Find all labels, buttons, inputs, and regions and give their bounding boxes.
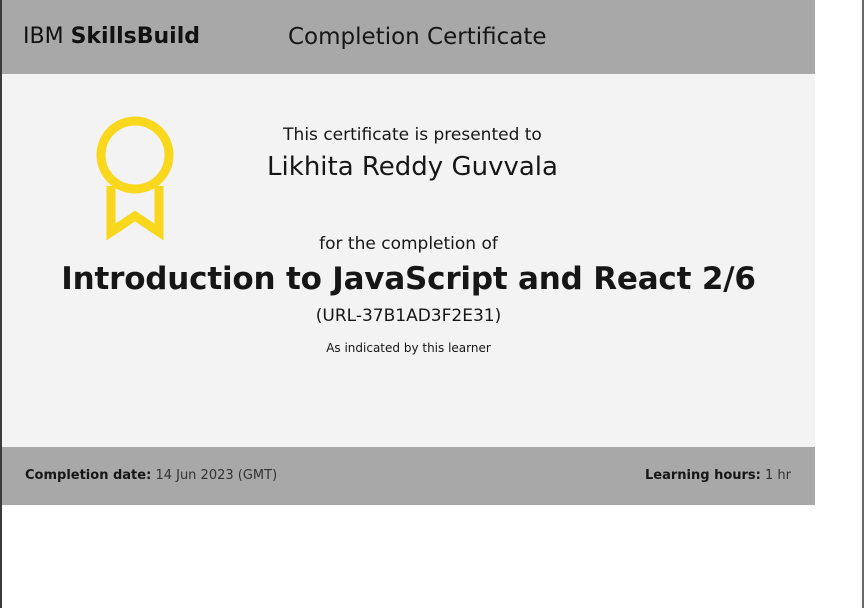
brand-logo [23, 22, 200, 52]
completion-date-label: Completion date: [25, 468, 152, 483]
course-id: (URL-37B1AD3F2E31) [315, 306, 502, 326]
presented-to-text: This certificate is presented to [283, 125, 542, 145]
completion-of-text: for the completion of [319, 234, 498, 254]
certificate-footer [2, 447, 815, 505]
learning-hours-label: Learning hours: [644, 468, 761, 483]
indicated-by-learner-text: As indicated by this learner [326, 341, 491, 355]
recipient-name: Likhita Reddy Guvvala [267, 152, 558, 182]
certificate-title: Completion Certificate [288, 24, 547, 50]
certificate-body [2, 74, 815, 447]
certificate-header [2, 0, 815, 74]
completion-date-value: 14 Jun 2023 (GMT) [155, 468, 278, 483]
completion-date [25, 467, 277, 485]
brand-ibm-text: IBM [23, 24, 64, 49]
viewer-scrollbar-edge[interactable] [862, 0, 864, 608]
learning-hours-value: 1 hr [765, 468, 791, 483]
brand-skillsbuild-text: SkillsBuild [70, 24, 201, 49]
certificate [2, 0, 815, 505]
learning-hours [645, 467, 791, 485]
course-title: Introduction to JavaScript and React 2/6 [61, 261, 756, 297]
